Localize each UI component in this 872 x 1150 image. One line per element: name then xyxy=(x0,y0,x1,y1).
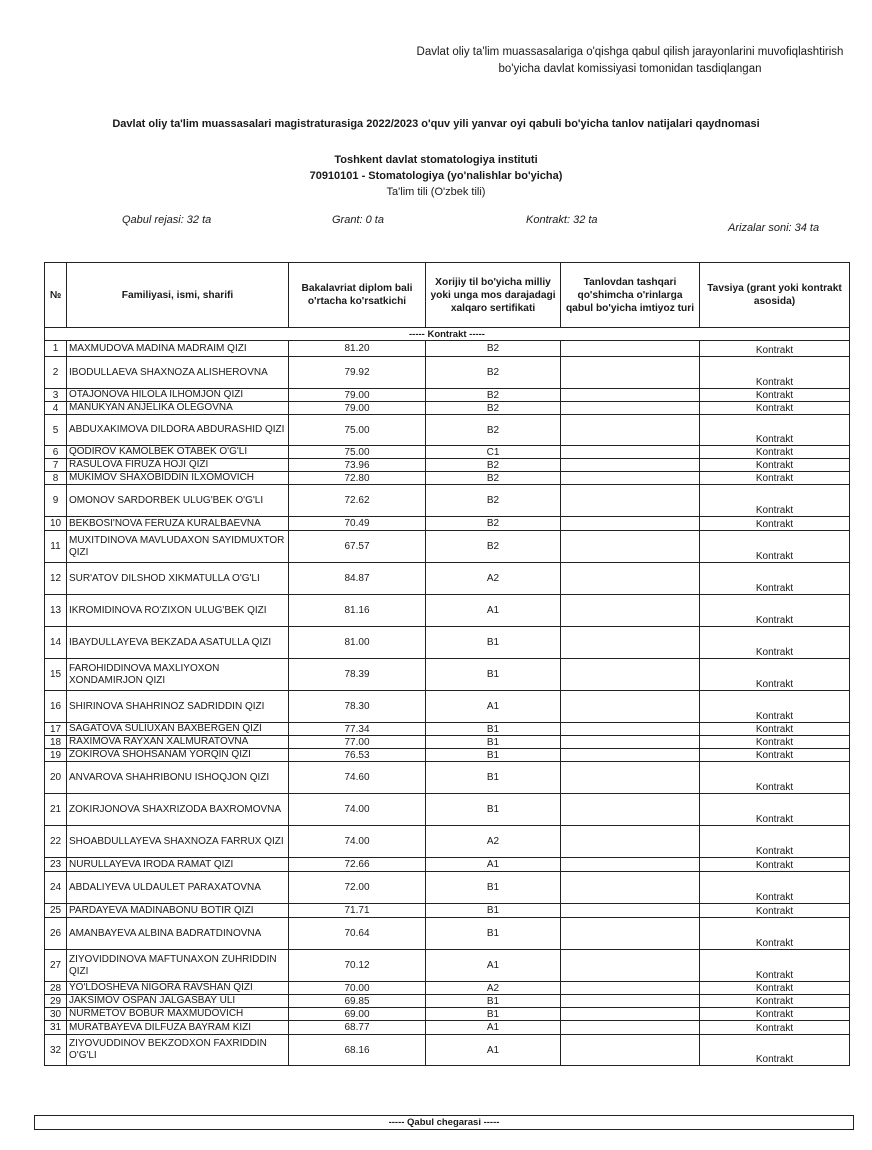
row-certificate: B1 xyxy=(426,794,561,826)
row-certificate: B1 xyxy=(426,918,561,950)
row-recommendation: Kontrakt xyxy=(700,415,850,446)
row-full-name: PARDAYEVA MADINABONU BOTIR QIZI xyxy=(67,904,289,918)
admission-plan: Qabul rejasi: 32 ta xyxy=(122,214,212,226)
row-number: 23 xyxy=(45,858,67,872)
row-diploma-score: 72.62 xyxy=(289,485,426,517)
row-recommendation: Kontrakt xyxy=(700,389,850,402)
row-certificate: B2 xyxy=(426,459,561,472)
row-privilege xyxy=(561,531,700,563)
row-recommendation: Kontrakt xyxy=(700,1021,850,1035)
row-number: 24 xyxy=(45,872,67,904)
row-number: 18 xyxy=(45,736,67,749)
row-certificate: B1 xyxy=(426,904,561,918)
row-privilege xyxy=(561,627,700,659)
row-full-name: RASULOVA FIRUZA HOJI QIZI xyxy=(67,459,289,472)
table-row xyxy=(45,749,850,762)
row-recommendation: Kontrakt xyxy=(700,918,850,950)
row-number: 19 xyxy=(45,749,67,762)
row-diploma-score: 78.39 xyxy=(289,659,426,691)
row-certificate: C1 xyxy=(426,446,561,459)
row-certificate: B1 xyxy=(426,723,561,736)
row-diploma-score: 74.00 xyxy=(289,826,426,858)
row-number: 30 xyxy=(45,1008,67,1021)
row-privilege xyxy=(561,517,700,531)
table-row xyxy=(45,995,850,1008)
row-diploma-score: 75.00 xyxy=(289,415,426,446)
row-diploma-score: 72.80 xyxy=(289,472,426,485)
row-privilege xyxy=(561,736,700,749)
row-privilege xyxy=(561,357,700,389)
contract-count: Kontrakt: 32 ta xyxy=(526,214,598,226)
row-certificate: B2 xyxy=(426,485,561,517)
section-row xyxy=(45,328,850,341)
table-row xyxy=(45,872,850,904)
row-privilege xyxy=(561,402,700,415)
row-recommendation: Kontrakt xyxy=(700,691,850,723)
row-recommendation: Kontrakt xyxy=(700,659,850,691)
header-score: Bakalavriat diplom bali o'rtacha ko'rsatkichi xyxy=(289,263,426,328)
header-fio: Familiyasi, ismi, sharifi xyxy=(67,263,289,328)
row-number: 17 xyxy=(45,723,67,736)
row-certificate: A1 xyxy=(426,858,561,872)
row-full-name: MURATBAYEVA DILFUZA BAYRAM KIZI xyxy=(67,1021,289,1035)
institution-block xyxy=(0,152,872,200)
row-recommendation: Kontrakt xyxy=(700,627,850,659)
row-privilege xyxy=(561,723,700,736)
row-full-name: ABDUXAKIMOVA DILDORA ABDURASHID QIZI xyxy=(67,415,289,446)
table-row xyxy=(45,723,850,736)
row-diploma-score: 70.49 xyxy=(289,517,426,531)
row-number: 11 xyxy=(45,531,67,563)
table-row xyxy=(45,485,850,517)
row-number: 29 xyxy=(45,995,67,1008)
row-recommendation: Kontrakt xyxy=(700,904,850,918)
row-privilege xyxy=(561,341,700,357)
row-diploma-score: 70.64 xyxy=(289,918,426,950)
approval-note xyxy=(400,44,860,78)
row-full-name: JAKSIMOV OSPAN JALGASBAY ULI xyxy=(67,995,289,1008)
row-diploma-score: 81.20 xyxy=(289,341,426,357)
row-certificate: B1 xyxy=(426,995,561,1008)
row-full-name: YO'LDOSHEVA NIGORA RAVSHAN QIZI xyxy=(67,982,289,995)
row-recommendation: Kontrakt xyxy=(700,749,850,762)
row-privilege xyxy=(561,918,700,950)
row-certificate: A1 xyxy=(426,691,561,723)
row-certificate: B1 xyxy=(426,762,561,794)
row-certificate: B2 xyxy=(426,357,561,389)
row-number: 32 xyxy=(45,1035,67,1066)
table-row xyxy=(45,1021,850,1035)
table-row xyxy=(45,904,850,918)
row-number: 15 xyxy=(45,659,67,691)
row-certificate: B1 xyxy=(426,659,561,691)
table-row xyxy=(45,627,850,659)
row-certificate: B2 xyxy=(426,415,561,446)
row-number: 16 xyxy=(45,691,67,723)
table-row xyxy=(45,982,850,995)
row-recommendation: Kontrakt xyxy=(700,826,850,858)
row-recommendation: Kontrakt xyxy=(700,872,850,904)
row-number: 21 xyxy=(45,794,67,826)
row-privilege xyxy=(561,995,700,1008)
row-privilege xyxy=(561,485,700,517)
row-full-name: FAROHIDDINOVA MAXLIYOXON XONDAMIRJON QIZI xyxy=(67,659,289,691)
row-recommendation: Kontrakt xyxy=(700,950,850,982)
row-diploma-score: 74.60 xyxy=(289,762,426,794)
row-recommendation: Kontrakt xyxy=(700,563,850,595)
row-recommendation: Kontrakt xyxy=(700,595,850,627)
grant-count: Grant: 0 ta xyxy=(332,214,384,226)
row-number: 13 xyxy=(45,595,67,627)
row-number: 20 xyxy=(45,762,67,794)
row-privilege xyxy=(561,794,700,826)
row-full-name: ANVAROVA SHAHRIBONU ISHOQJON QIZI xyxy=(67,762,289,794)
row-certificate: B2 xyxy=(426,531,561,563)
row-full-name: MAXMUDOVA MADINA MADRAIM QIZI xyxy=(67,341,289,357)
row-diploma-score: 77.34 xyxy=(289,723,426,736)
row-full-name: NURULLAYEVA IRODA RAMAT QIZI xyxy=(67,858,289,872)
row-number: 8 xyxy=(45,472,67,485)
row-full-name: SHIRINOVA SHAHRINOZ SADRIDDIN QIZI xyxy=(67,691,289,723)
row-full-name: ZIYOVIDDINOVA MAFTUNAXON ZUHRIDDIN QIZI xyxy=(67,950,289,982)
row-privilege xyxy=(561,872,700,904)
table-row xyxy=(45,446,850,459)
row-diploma-score: 70.00 xyxy=(289,982,426,995)
row-diploma-score: 72.00 xyxy=(289,872,426,904)
document-title: Davlat oliy ta'lim muassasalari magistraturasiga 2022/2023 o'quv yili yanvar oyi qabuli bo'yicha tanlov natijalari qaydnomasi xyxy=(112,118,760,130)
row-number: 3 xyxy=(45,389,67,402)
row-recommendation: Kontrakt xyxy=(700,531,850,563)
row-certificate: B2 xyxy=(426,402,561,415)
applications-count: Arizalar soni: 34 ta xyxy=(728,222,820,234)
row-recommendation: Kontrakt xyxy=(700,341,850,357)
row-number: 28 xyxy=(45,982,67,995)
row-full-name: OTAJONOVA HILOLA ILHOMJON QIZI xyxy=(67,389,289,402)
row-certificate: B2 xyxy=(426,341,561,357)
header-recommendation: Tavsiya (grant yoki kontrakt asosida) xyxy=(700,263,850,328)
row-privilege xyxy=(561,858,700,872)
row-full-name: QODIROV KAMOLBEK OTABEK O'G'LI xyxy=(67,446,289,459)
row-privilege xyxy=(561,982,700,995)
row-privilege xyxy=(561,459,700,472)
row-certificate: A1 xyxy=(426,1021,561,1035)
row-number: 26 xyxy=(45,918,67,950)
header-certificate: Xorijiy til bo'yicha milliy yoki unga mos darajadagi xalqaro sertifikati xyxy=(426,263,561,328)
section-label: ----- Kontrakt ----- xyxy=(45,328,850,341)
row-recommendation: Kontrakt xyxy=(700,1035,850,1066)
row-recommendation: Kontrakt xyxy=(700,723,850,736)
row-certificate: B2 xyxy=(426,472,561,485)
row-certificate: B1 xyxy=(426,736,561,749)
row-number: 22 xyxy=(45,826,67,858)
table-row xyxy=(45,517,850,531)
row-diploma-score: 71.71 xyxy=(289,904,426,918)
row-number: 27 xyxy=(45,950,67,982)
language-of-instruction: Ta'lim tili (O'zbek tili) xyxy=(386,186,486,198)
row-diploma-score: 68.16 xyxy=(289,1035,426,1066)
row-recommendation: Kontrakt xyxy=(700,982,850,995)
row-diploma-score: 79.00 xyxy=(289,402,426,415)
row-privilege xyxy=(561,950,700,982)
row-number: 4 xyxy=(45,402,67,415)
row-diploma-score: 76.53 xyxy=(289,749,426,762)
table-row xyxy=(45,595,850,627)
row-recommendation: Kontrakt xyxy=(700,485,850,517)
row-full-name: IKROMIDINOVA RO'ZIXON ULUG'BEK QIZI xyxy=(67,595,289,627)
row-certificate: A1 xyxy=(426,1035,561,1066)
row-full-name: OMONOV SARDORBEK ULUG'BEK O'G'LI xyxy=(67,485,289,517)
table-row xyxy=(45,659,850,691)
row-number: 12 xyxy=(45,563,67,595)
row-privilege xyxy=(561,472,700,485)
row-diploma-score: 77.00 xyxy=(289,736,426,749)
row-full-name: ABDALIYEVA ULDAULET PARAXATOVNA xyxy=(67,872,289,904)
table-row xyxy=(45,950,850,982)
row-privilege xyxy=(561,1035,700,1066)
row-full-name: IBODULLAEVA SHAXNOZA ALISHEROVNA xyxy=(67,357,289,389)
row-diploma-score: 69.00 xyxy=(289,1008,426,1021)
row-certificate: A1 xyxy=(426,950,561,982)
row-full-name: IBAYDULLAYEVA BEKZADA ASATULLA QIZI xyxy=(67,627,289,659)
row-full-name: SHOABDULLAYEVA SHAXNOZA FARRUX QIZI xyxy=(67,826,289,858)
row-recommendation: Kontrakt xyxy=(700,357,850,389)
row-full-name: NURMETOV BOBUR MAXMUDOVICH xyxy=(67,1008,289,1021)
row-diploma-score: 79.92 xyxy=(289,357,426,389)
row-certificate: A2 xyxy=(426,826,561,858)
row-privilege xyxy=(561,762,700,794)
row-full-name: ZIYOVUDDINOV BEKZODXON FAXRIDDIN O'G'LI xyxy=(67,1035,289,1066)
row-diploma-score: 79.00 xyxy=(289,389,426,402)
row-recommendation: Kontrakt xyxy=(700,459,850,472)
approval-line-2: bo'yicha davlat komissiyasi tomonidan tasdiqlangan xyxy=(498,63,762,75)
table-row xyxy=(45,563,850,595)
row-diploma-score: 81.16 xyxy=(289,595,426,627)
table-row xyxy=(45,858,850,872)
header-privilege: Tanlovdan tashqari qo'shimcha o'rinlarga qabul bo'yicha imtiyoz turi xyxy=(561,263,700,328)
row-number: 9 xyxy=(45,485,67,517)
row-diploma-score: 84.87 xyxy=(289,563,426,595)
row-full-name: MANUKYAN ANJELIKA OLEGOVNA xyxy=(67,402,289,415)
table-row xyxy=(45,531,850,563)
row-certificate: B1 xyxy=(426,749,561,762)
row-number: 25 xyxy=(45,904,67,918)
row-recommendation: Kontrakt xyxy=(700,472,850,485)
row-full-name: MUXITDINOVA MAVLUDAXON SAYIDMUXTOR QIZI xyxy=(67,531,289,563)
table-row xyxy=(45,472,850,485)
row-recommendation: Kontrakt xyxy=(700,1008,850,1021)
admission-threshold: ----- Qabul chegarasi ----- xyxy=(34,1115,854,1130)
table-row xyxy=(45,1035,850,1066)
row-certificate: B2 xyxy=(426,517,561,531)
row-privilege xyxy=(561,563,700,595)
approval-line-1: Davlat oliy ta'lim muassasalariga o'qishga qabul qilish jarayonlarini muvofiqlashtirish xyxy=(416,46,844,58)
row-recommendation: Kontrakt xyxy=(700,736,850,749)
table-row xyxy=(45,459,850,472)
table-row xyxy=(45,415,850,446)
row-privilege xyxy=(561,691,700,723)
row-recommendation: Kontrakt xyxy=(700,402,850,415)
row-certificate: B1 xyxy=(426,872,561,904)
table-header-row xyxy=(45,263,850,328)
row-privilege xyxy=(561,1008,700,1021)
row-number: 14 xyxy=(45,627,67,659)
row-recommendation: Kontrakt xyxy=(700,762,850,794)
row-certificate: A1 xyxy=(426,595,561,627)
row-full-name: RAXIMOVA RAYXAN XALMURATOVNA xyxy=(67,736,289,749)
row-recommendation: Kontrakt xyxy=(700,858,850,872)
row-privilege xyxy=(561,415,700,446)
table-row xyxy=(45,389,850,402)
table-row xyxy=(45,1008,850,1021)
table-row xyxy=(45,357,850,389)
table-row xyxy=(45,918,850,950)
row-privilege xyxy=(561,389,700,402)
row-privilege xyxy=(561,595,700,627)
row-number: 5 xyxy=(45,415,67,446)
row-full-name: ZOKIROVA SHOHSANAM YORQIN QIZI xyxy=(67,749,289,762)
row-recommendation: Kontrakt xyxy=(700,517,850,531)
table-row xyxy=(45,691,850,723)
row-certificate: A2 xyxy=(426,982,561,995)
table-row xyxy=(45,341,850,357)
row-full-name: MUKIMOV SHAXOBIDDIN ILXOMOVICH xyxy=(67,472,289,485)
row-recommendation: Kontrakt xyxy=(700,794,850,826)
row-diploma-score: 81.00 xyxy=(289,627,426,659)
row-recommendation: Kontrakt xyxy=(700,446,850,459)
row-full-name: SAGATOVA SULÍUXAN BAXBERGEN QÍZÍ xyxy=(67,723,289,736)
row-certificate: A2 xyxy=(426,563,561,595)
row-number: 6 xyxy=(45,446,67,459)
table-row xyxy=(45,794,850,826)
row-number: 31 xyxy=(45,1021,67,1035)
row-recommendation: Kontrakt xyxy=(700,995,850,1008)
row-full-name: SUR'ATOV DILSHOD XIKMATULLA O'G'LI xyxy=(67,563,289,595)
row-diploma-score: 73.96 xyxy=(289,459,426,472)
row-privilege xyxy=(561,446,700,459)
row-diploma-score: 69.85 xyxy=(289,995,426,1008)
table-row xyxy=(45,762,850,794)
table-row xyxy=(45,826,850,858)
table-row xyxy=(45,736,850,749)
row-number: 7 xyxy=(45,459,67,472)
row-number: 2 xyxy=(45,357,67,389)
header-num: № xyxy=(45,263,67,328)
row-privilege xyxy=(561,749,700,762)
table-row xyxy=(45,402,850,415)
row-number: 1 xyxy=(45,341,67,357)
row-certificate: B1 xyxy=(426,627,561,659)
row-diploma-score: 75.00 xyxy=(289,446,426,459)
row-privilege xyxy=(561,904,700,918)
row-full-name: BEKBOSI'NOVA FERUZA KURALBAEVNA xyxy=(67,517,289,531)
row-privilege xyxy=(561,826,700,858)
row-certificate: B2 xyxy=(426,389,561,402)
row-full-name: AMANBAYEVA ALBINA BADRATDINOVNA xyxy=(67,918,289,950)
row-diploma-score: 70.12 xyxy=(289,950,426,982)
row-diploma-score: 67.57 xyxy=(289,531,426,563)
row-full-name: ZOKIRJONOVA SHAXRIZODA BAXROMOVNA xyxy=(67,794,289,826)
row-privilege xyxy=(561,659,700,691)
row-diploma-score: 68.77 xyxy=(289,1021,426,1035)
row-number: 10 xyxy=(45,517,67,531)
specialty-name: 70910101 - Stomatologiya (yo'nalishlar bo'yicha) xyxy=(309,170,563,182)
row-diploma-score: 78.30 xyxy=(289,691,426,723)
results-table xyxy=(44,262,850,1066)
institution-name: Toshkent davlat stomatologiya instituti xyxy=(334,154,538,166)
row-certificate: B1 xyxy=(426,1008,561,1021)
row-diploma-score: 74.00 xyxy=(289,794,426,826)
row-privilege xyxy=(561,1021,700,1035)
row-diploma-score: 72.66 xyxy=(289,858,426,872)
